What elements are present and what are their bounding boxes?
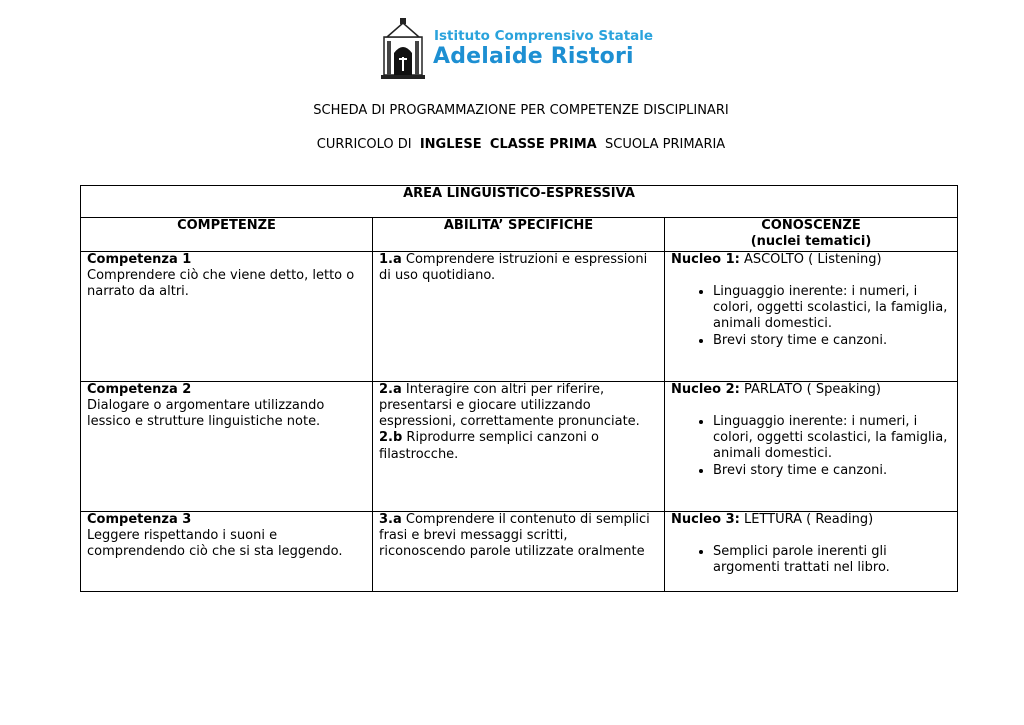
competenza-text: Dialogare o argomentare utilizzando lessico e strutture linguistiche note. (87, 397, 325, 430)
list-item: • Brevi story time e canzoni. (713, 333, 951, 349)
nucleo-bullet-list (671, 284, 951, 349)
abilita-text: Riprodurre semplici canzoni o filastrocche. (379, 430, 600, 462)
nucleo-text: PARLATO ( Speaking) (739, 381, 881, 397)
nucleo-text: ASCOLTO ( Listening) (739, 251, 882, 267)
curriculum-subtitle (0, 137, 1024, 152)
abilita-cell (373, 251, 665, 381)
nucleo-bullet-list (671, 414, 951, 479)
col-header-abilita: ABILITA’ SPECIFICHE (373, 218, 665, 252)
competenza-cell (81, 251, 373, 381)
abilita-code: 2.a (379, 381, 402, 397)
abilita-text: Comprendere il contenuto di semplici frasi e brevi messaggi scritti, riconoscendo parole utilizzate oralmente (379, 511, 650, 560)
table-row (81, 511, 958, 591)
nucleo-label: Nucleo 1: (671, 251, 740, 267)
abilita-cell (373, 511, 665, 591)
abilita-text: Interagire con altri per riferire, presentarsi e giocare utilizzando espressioni, correttamente pronunciate. (379, 381, 640, 430)
conoscenze-cell (665, 251, 958, 381)
school-emblem-icon (379, 17, 427, 81)
list-item: • Brevi story time e canzoni. (713, 463, 951, 479)
abilita-code: 3.a (379, 511, 402, 527)
conoscenze-sublabel: (nuclei tematici) (750, 234, 872, 250)
school-name-line2: Adelaide Ristori (433, 44, 634, 69)
competenza-cell (81, 381, 373, 511)
abilita-text: Comprendere istruzioni e espressioni di uso quotidiano. (379, 251, 648, 283)
competence-table (80, 185, 958, 592)
competenza-title: Competenza 1 (87, 251, 192, 267)
nucleo-bullet-list (671, 544, 951, 577)
abilita-code: 2.b (379, 430, 403, 446)
competenza-text: Leggere rispettando i suoni e comprendendo ciò che si sta leggendo. (87, 527, 343, 560)
list-item: • Linguaggio inerente: i numeri, i colori, oggetti scolastici, la famiglia, animali domestici. (713, 284, 951, 333)
class-level: CLASSE PRIMA (489, 137, 597, 152)
col-header-conoscenze (665, 218, 958, 252)
subject: INGLESE (419, 137, 482, 152)
competenza-cell (81, 511, 373, 591)
nucleo-label: Nucleo 3: (671, 511, 740, 527)
school-logo (379, 17, 654, 81)
subtitle-suffix: SCUOLA PRIMARIA (604, 137, 726, 152)
nucleo-label: Nucleo 2: (671, 381, 740, 397)
table-row (81, 381, 958, 511)
school-name-line1: Istituto Comprensivo Statale (434, 28, 654, 44)
conoscenze-label: CONOSCENZE (761, 218, 861, 233)
abilita-cell (373, 381, 665, 511)
col-header-competenze: COMPETENZE (81, 218, 373, 252)
area-header: AREA LINGUISTICO-ESPRESSIVA (81, 186, 958, 218)
competenza-title: Competenza 3 (87, 511, 192, 527)
competenza-title: Competenza 2 (87, 381, 192, 397)
competenza-text: Comprendere ciò che viene detto, letto o narrato da altri. (87, 267, 355, 300)
subtitle-prefix: CURRICOLO DI (316, 137, 412, 152)
nucleo-text: LETTURA ( Reading) (739, 511, 874, 527)
conoscenze-cell (665, 381, 958, 511)
document-title: SCHEDA DI PROGRAMMAZIONE PER COMPETENZE DISCIPLINARI (313, 103, 729, 118)
abilita-code: 1.a (379, 251, 402, 267)
table-row (81, 251, 958, 381)
list-item: • Semplici parole inerenti gli argomenti trattati nel libro. (713, 544, 951, 577)
conoscenze-cell (665, 511, 958, 591)
list-item: • Linguaggio inerente: i numeri, i colori, oggetti scolastici, la famiglia, animali domestici. (713, 414, 951, 463)
